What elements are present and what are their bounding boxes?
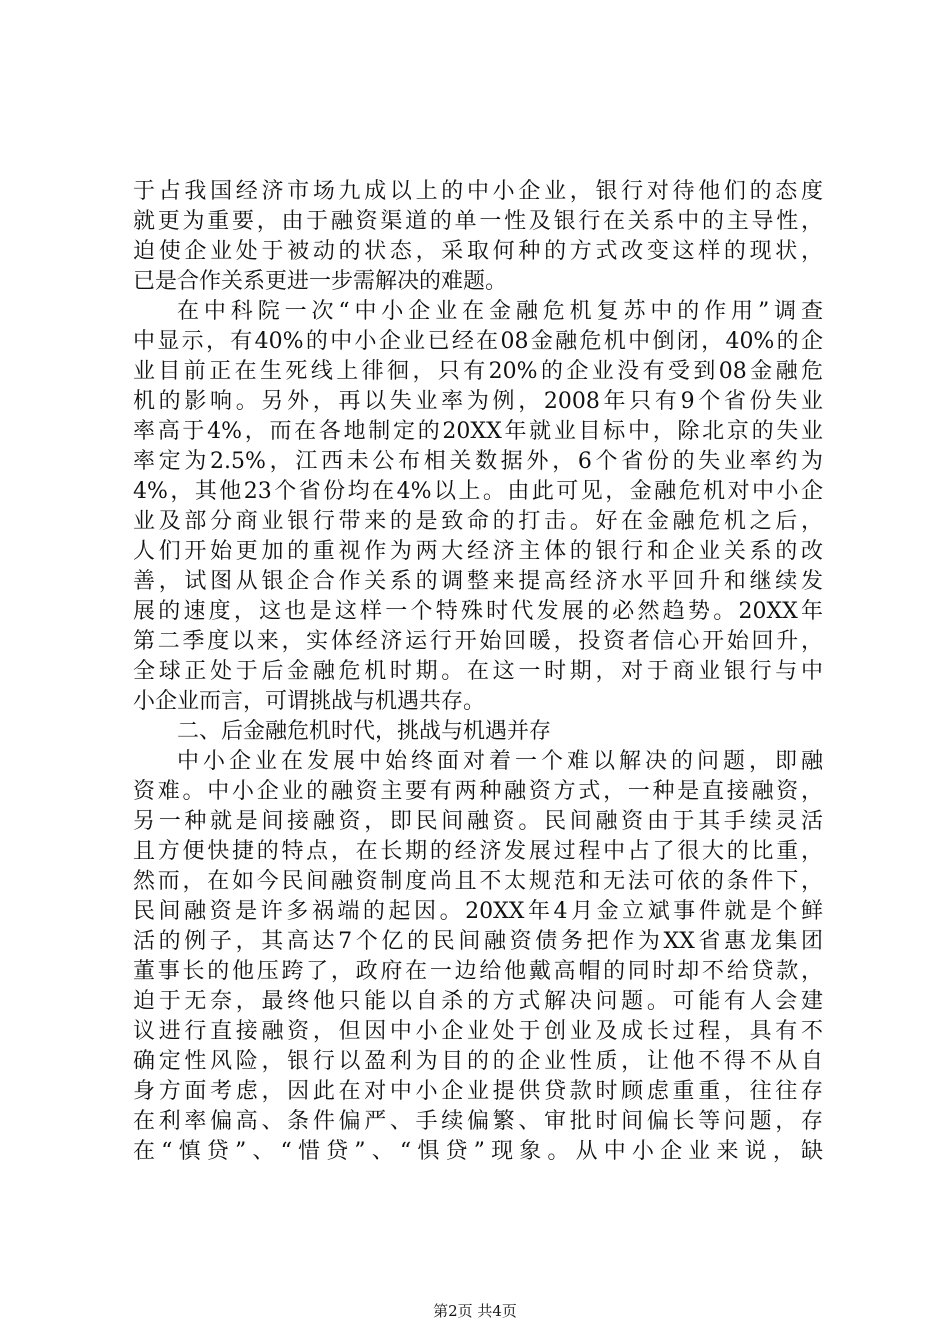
paragraph	[133, 297, 823, 717]
text-line: 已是合作关系更进一步需解决的难题。	[133, 269, 508, 294]
text-line: 在“慎贷”、“惜贷”、“惧贷”现象。从中小企业来说，缺	[133, 1139, 823, 1164]
text-line: 善，试图从银企合作关系的调整来提高经济水平回升和继续发	[133, 569, 823, 594]
text-line: 资难。中小企业的融资主要有两种融资方式，一种是直接融资，	[133, 779, 823, 804]
text-line: 4%，其他23个省份均在4%以上。由此可见，金融危机对中小企	[133, 479, 823, 504]
text-line: 民间融资是许多祸端的起因。20XX年4月金立斌事件就是个鲜	[133, 899, 823, 924]
text-line: 然而，在如今民间融资制度尚且不太规范和无法可依的条件下，	[133, 869, 823, 894]
text-line: 就更为重要，由于融资渠道的单一性及银行在关系中的主导性，	[133, 209, 823, 234]
document-body	[133, 177, 823, 1167]
text-line: 小企业而言，可谓挑战与机遇共存。	[133, 689, 486, 714]
text-line: 业目前正在生死线上徘徊，只有20%的企业没有受到08金融危	[133, 359, 823, 384]
text-line: 另一种就是间接融资，即民间融资。民间融资由于其手续灵活	[133, 809, 823, 834]
text-line: 率高于4%，而在各地制定的20XX年就业目标中，除北京的失业	[133, 419, 823, 444]
text-line: 展的速度，这也是这样一个特殊时代发展的必然趋势。20XX年	[133, 599, 823, 624]
paragraph	[133, 177, 823, 297]
text-line: 在中科院一次“中小企业在金融危机复苏中的作用”调查	[177, 299, 823, 324]
text-line: 董事长的他压跨了，政府在一边给他戴高帽的同时却不给贷款，	[133, 959, 823, 984]
text-line: 且方便快捷的特点，在长期的经济发展过程中占了很大的比重，	[133, 839, 823, 864]
section-heading	[133, 717, 823, 747]
text-line: 确定性风险，银行以盈利为目的的企业性质，让他不得不从自	[133, 1049, 823, 1074]
paragraph	[133, 747, 823, 1167]
text-line: 迫于无奈，最终他只能以自杀的方式解决问题。可能有人会建	[133, 989, 823, 1014]
text-line: 二、后金融危机时代，挑战与机遇并存	[177, 719, 552, 744]
text-line: 于占我国经济市场九成以上的中小企业，银行对待他们的态度	[133, 179, 823, 204]
text-line: 人们开始更加的重视作为两大经济主体的银行和企业关系的改	[133, 539, 823, 564]
text-line: 业及部分商业银行带来的是致命的打击。好在金融危机之后，	[133, 509, 823, 534]
text-line: 迫使企业处于被动的状态，采取何种的方式改变这样的现状，	[133, 239, 823, 264]
text-line: 全球正处于后金融危机时期。在这一时期，对于商业银行与中	[133, 659, 823, 684]
text-line: 议进行直接融资，但因中小企业处于创业及成长过程，具有不	[133, 1019, 823, 1044]
text-line: 中小企业在发展中始终面对着一个难以解决的问题，即融	[177, 749, 823, 774]
text-line: 中显示，有40%的中小企业已经在08金融危机中倒闭，40%的企	[133, 329, 823, 354]
text-line: 第二季度以来，实体经济运行开始回暖，投资者信心开始回升，	[133, 629, 823, 654]
text-line: 率定为2.5%，江西未公布相关数据外，6个省份的失业率约为	[133, 449, 823, 474]
page-footer: 第2页 共4页	[433, 1302, 517, 1320]
text-line: 机的影响。另外，再以失业率为例，2008年只有9个省份失业	[133, 389, 823, 414]
text-line: 活的例子，其高达7个亿的民间融资债务把作为XX省惠龙集团	[133, 929, 823, 954]
text-line: 身方面考虑，因此在对中小企业提供贷款时顾虑重重，往往存	[133, 1079, 823, 1104]
text-line: 在利率偏高、条件偏严、手续偏繁、审批时间偏长等问题，存	[133, 1109, 823, 1134]
